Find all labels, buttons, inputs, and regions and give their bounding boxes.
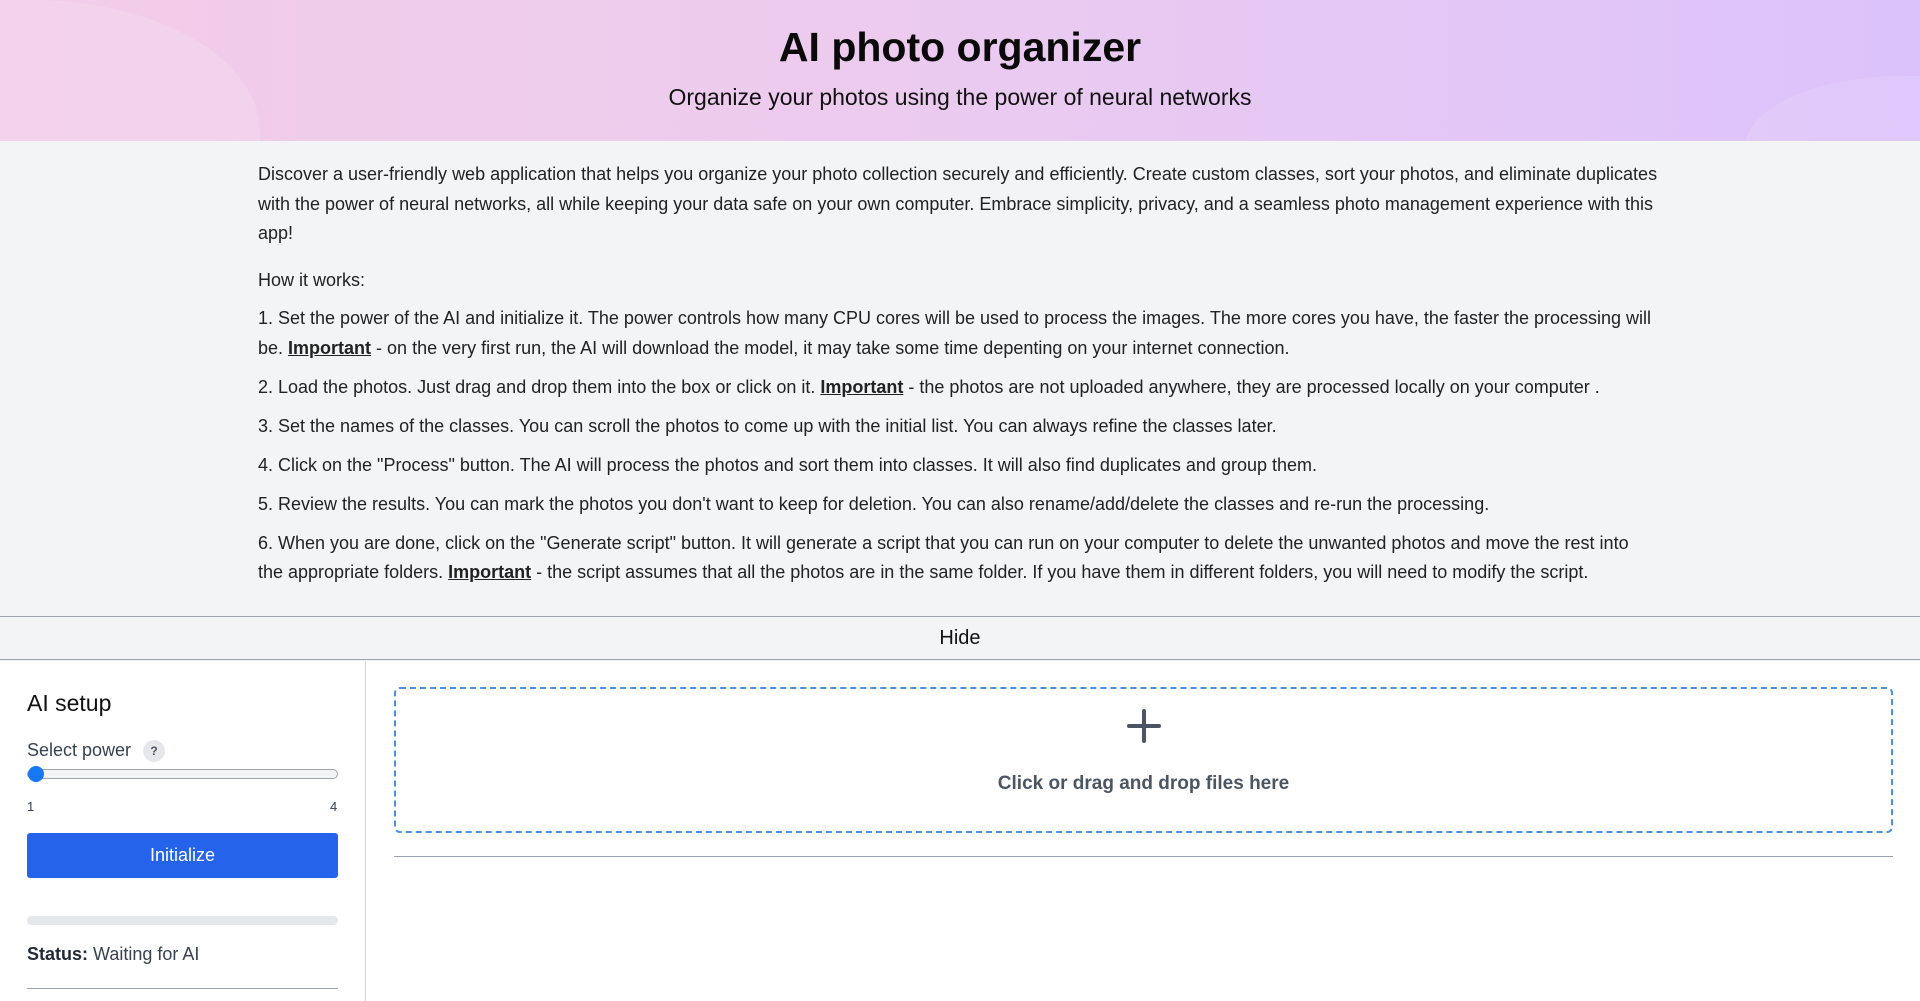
plus-icon — [1127, 709, 1161, 743]
important-label: Important — [820, 376, 904, 397]
slider-min-label: 1 — [27, 799, 35, 814]
status-value: Waiting for AI — [93, 944, 200, 964]
divider — [394, 856, 1893, 857]
dropzone-text: Click or drag and drop files here — [997, 773, 1290, 794]
step-text: - the photos are not uploaded anywhere, they are processed locally on your computer . — [903, 376, 1600, 397]
hide-label: Hide — [939, 626, 981, 649]
step-item: 5. Review the results. You can mark the photos you don't want to keep for deletion. You can also rename/add/delete the classes and re-run the processing. — [258, 493, 1490, 514]
app-subtitle: Organize your photos using the power of neural networks — [668, 84, 1252, 110]
status-label: Status: — [27, 944, 89, 964]
status-line — [27, 944, 199, 965]
step-item: 3. Set the names of the classes. You can scroll the photos to come up with the initial list. You can always refine the classes later. — [258, 415, 1277, 436]
app-title: AI photo organizer — [778, 24, 1142, 70]
file-dropzone[interactable] — [394, 687, 1893, 833]
slider-handle[interactable] — [28, 766, 44, 782]
step-text: - on the very first run, the AI will download the model, it may take some time depenting on your internet connection. — [371, 337, 1290, 358]
intro-section — [258, 160, 1658, 597]
step-text: - the script assumes that all the photos are in the same folder. If you have them in different folders, you will need to modify the script. — [531, 562, 1589, 582]
divider — [27, 988, 338, 989]
important-label: Important — [288, 337, 372, 358]
hide-intro-button[interactable] — [0, 616, 1920, 660]
progress-bar — [27, 916, 338, 925]
slider-max-label: 4 — [330, 799, 338, 814]
step-item — [258, 373, 1658, 403]
step-item — [258, 304, 1658, 363]
step-text: 6. When you are done, click on the "Generate script" button. It will generate a script that you can run on your computer to delete the unwanted photos and move the rest into the appropriate folders. — [258, 532, 1629, 582]
power-slider[interactable] — [27, 769, 338, 779]
hero-header — [0, 0, 1920, 141]
initialize-button[interactable]: Initialize — [27, 833, 338, 878]
step-item — [258, 529, 1658, 588]
panel-title: AI setup — [27, 690, 112, 716]
power-label: Select power — [27, 740, 132, 760]
step-text: 1. Set the power of the AI and initialize it. The power controls how many CPU cores will be used to process the images. The more cores you have, the faster the processing will be. — [258, 308, 1652, 358]
intro-description: Discover a user-friendly web application that helps you organize your photo collection securely and efficiently. Create custom classes, sort your photos, and eliminate duplicates with the power of neural networks, all while keeping your data safe on your own computer. Embrace simplicity, privacy, and a seamless photo management experience with this app! — [258, 164, 1658, 243]
important-label: Important — [448, 562, 532, 582]
how-it-works-heading: How it works: — [258, 269, 366, 290]
workspace — [0, 661, 1920, 1001]
help-icon[interactable]: ? — [143, 740, 165, 762]
steps-list — [258, 304, 1658, 588]
ai-setup-panel — [0, 661, 366, 1001]
step-text: 2. Load the photos. Just drag and drop them into the box or click on it. — [258, 376, 816, 397]
step-item: 4. Click on the "Process" button. The AI will process the photos and sort them into classes. It will also find duplicates and group them. — [258, 454, 1317, 475]
